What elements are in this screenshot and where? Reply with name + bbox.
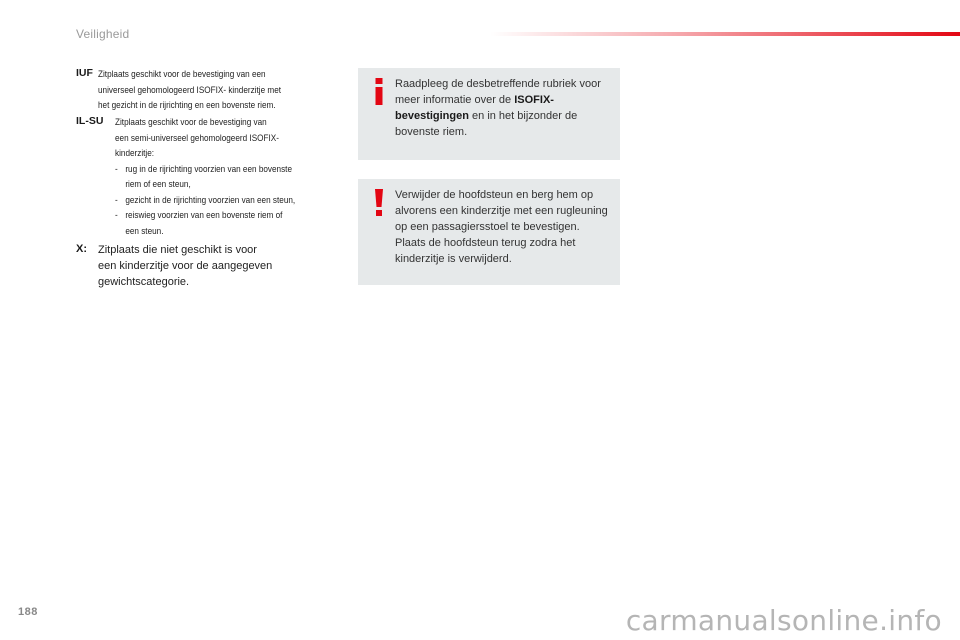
- seat-code-legend: [76, 67, 351, 288]
- info-text-intro: Raadpleeg de desbetreffende rubriek voor meer informatie over de: [395, 78, 601, 106]
- code-iuf: IUF: [76, 67, 93, 79]
- bullet-dash: -: [115, 163, 118, 175]
- x-line: een kinderzitje voor de aangegeven: [98, 260, 273, 272]
- iuf-line: universeel gehomologeerd ISOFIX- kinderzitje met: [98, 84, 282, 96]
- bullet-line: reiswieg voorzien van een bovenste riem of: [125, 210, 283, 221]
- legend-entry-iuf: [76, 67, 351, 115]
- ilsu-description: [115, 115, 295, 239]
- code-ilsu: IL-SU: [76, 115, 104, 127]
- warning-text: [395, 187, 610, 267]
- page-number: 188: [18, 606, 38, 618]
- iuf-line: het gezicht in de rijrichting en een bovenste riem.: [98, 100, 276, 111]
- code-x: X:: [76, 243, 87, 255]
- isofix-emphasis: ISOFIX-bevestigingen: [395, 94, 554, 122]
- ilsu-bullet: [115, 162, 295, 193]
- iuf-line: Zitplaats geschikt voor de bevestiging van een: [98, 69, 266, 80]
- info-text-end: en in het bijzonder de bovenste riem.: [395, 110, 578, 138]
- info-box: [358, 68, 620, 160]
- warning-exclamation-icon: [372, 187, 386, 217]
- header-accent-bar: [490, 32, 960, 36]
- ilsu-bullet: [115, 193, 295, 209]
- warning-paragraph-2: Plaats de hoofdsteun terug zodra het kinderzitje is verwijderd.: [395, 237, 576, 265]
- x-line: gewichtscategorie.: [98, 276, 190, 288]
- bullet-line: rug in de rijrichting voorzien van een bovenste: [125, 163, 292, 175]
- info-text: [395, 76, 610, 140]
- ilsu-line: Zitplaats geschikt voor de bevestiging van: [115, 117, 267, 128]
- section-title: Veiligheid: [76, 27, 130, 41]
- info-icon: [372, 76, 386, 106]
- bullet-line: gezicht in de rijrichting voorzien van een steun,: [125, 194, 296, 206]
- bullet-line: een steun.: [125, 225, 164, 237]
- ilsu-line: kinderzitje:: [115, 148, 155, 159]
- ilsu-line: een semi-universeel gehomologeerd ISOFIX-: [115, 132, 279, 144]
- warning-box: [358, 179, 620, 285]
- iuf-description: [98, 67, 281, 114]
- bullet-line: riem of een steun,: [125, 179, 191, 190]
- bullet-dash: -: [115, 210, 118, 221]
- ilsu-bullet: [115, 208, 295, 239]
- x-line: Zitplaats die niet geschikt is voor: [98, 244, 257, 256]
- legend-entry-ilsu: [76, 115, 351, 243]
- x-description: [98, 242, 338, 290]
- site-watermark: carmanualsonline.info: [625, 604, 942, 637]
- warning-paragraph-1: Verwijder de hoofdsteun en berg hem op alvorens een kinderzitje met een rugleuning op een passagiersstoel te bevestigen.: [395, 189, 608, 233]
- bullet-dash: -: [115, 194, 118, 206]
